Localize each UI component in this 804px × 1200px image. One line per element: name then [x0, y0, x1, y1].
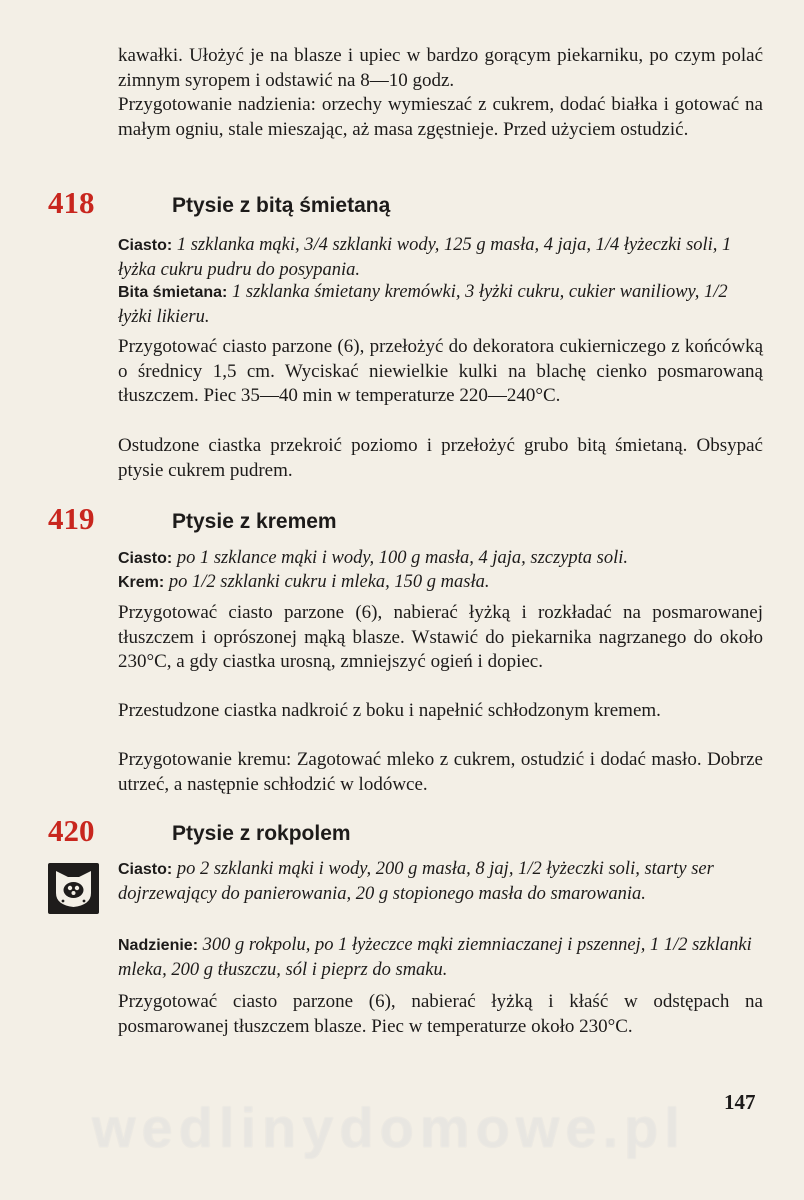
ingredient-text: po 2 szklanki mąki i wody, 200 g masła, 8 jaj, 1/2 łyżeczki soli, starty ser dojrzewający do panierowania, 20 g stopionego masła do smarowania.	[118, 859, 714, 904]
recipe-step: Przygotować ciasto parzone (6), nabierać łyżką i kłaść w odstępach na posmarowanej tłuszczem blasze. Piec w temperaturze około 230°C.	[118, 991, 763, 1037]
ingredient-label: Ciasto:	[118, 237, 173, 254]
recipe-title: Ptysie z kremem	[172, 510, 337, 533]
ingredient-text: 300 g rokpolu, po 1 łyżeczce mąki ziemniaczanej i pszennej, 1 1/2 szklanki mleka, 200 g tłuszczu, sól i pieprz do smaku.	[118, 935, 752, 980]
recipe-step: Przygotowanie kremu: Zagotować mleko z cukrem, ostudzić i dodać masło. Dobrze utrzeć, a następnie schłodzić w lodówce.	[118, 749, 763, 795]
recipe-step: Przestudzone ciastka nadkroić z boku i napełnić schłodzonym kremem.	[118, 700, 661, 721]
recipe-step: Ostudzone ciastka przekroić poziomo i przełożyć grubo bitą śmietaną. Obsypać ptysie cukrem pudrem.	[118, 435, 763, 481]
ingredient-label: Bita śmietana:	[118, 284, 228, 301]
recipe-number: 420	[48, 813, 95, 848]
ingredient-text: 1 szklanka mąki, 3/4 szklanki wody, 125 g masła, 4 jaja, 1/4 łyżeczki soli, 1 łyżka cukru pudru do posypania.	[118, 235, 732, 280]
ingredients-line	[118, 570, 763, 595]
recipe-title: Ptysie z bitą śmietaną	[172, 194, 391, 217]
cheese-icon	[48, 863, 99, 914]
ingredient-text: po 1 szklance mąki i wody, 100 g masła, 4 jaja, szczypta soli.	[176, 548, 629, 568]
ingredient-text: po 1/2 szklanki cukru i mleka, 150 g masła.	[168, 572, 490, 592]
ingredients-line	[118, 933, 763, 982]
ingredients-line	[118, 546, 763, 571]
watermark: wedlinydomowe.pl	[92, 1096, 686, 1159]
ingredient-label: Krem:	[118, 574, 165, 591]
page-number: 147	[724, 1090, 756, 1114]
recipe-title: Ptysie z rokpolem	[172, 822, 351, 845]
ingredient-label: Ciasto:	[118, 550, 173, 567]
ingredients-line	[118, 280, 763, 329]
recipe-number: 418	[48, 185, 95, 220]
recipe-step: Przygotować ciasto parzone (6), nabierać łyżką i rozkładać na posmarowanej tłuszczem i oprószonej mąką blasze. Wstawić do piekarnika nagrzanego do około 230°C, a gdy ciastka urosną, zmniejszyć ogień i dopiec.	[118, 602, 763, 672]
intro-paragraph: kawałki. Ułożyć je na blasze i upiec w bardzo gorącym piekarniku, po czym polać zimnym syropem i odstawić na 8—10 godz.	[118, 45, 763, 91]
ingredient-label: Nadzienie:	[118, 937, 199, 954]
ingredient-label: Ciasto:	[118, 861, 173, 878]
ingredient-text: 1 szklanka śmietany kremówki, 3 łyżki cukru, cukier waniliowy, 1/2 łyżki likieru.	[118, 282, 728, 327]
recipe-number: 419	[48, 501, 95, 536]
intro-filling-paragraph: Przygotowanie nadzienia: orzechy wymieszać z cukrem, dodać białka i gotować na małym ogniu, stale mieszając, aż masa zgęstnieje. Przed użyciem ostudzić.	[118, 94, 763, 140]
recipe-step: Przygotować ciasto parzone (6), przełożyć do dekoratora cukierniczego z końcówką o średnicy 1,5 cm. Wyciskać niewielkie kulki na blachę cienko posmarowaną tłuszczem. Piec 35—40 min w temperaturze 220—240°C.	[118, 336, 763, 406]
ingredients-line	[118, 233, 763, 282]
ingredients-line	[118, 857, 763, 906]
